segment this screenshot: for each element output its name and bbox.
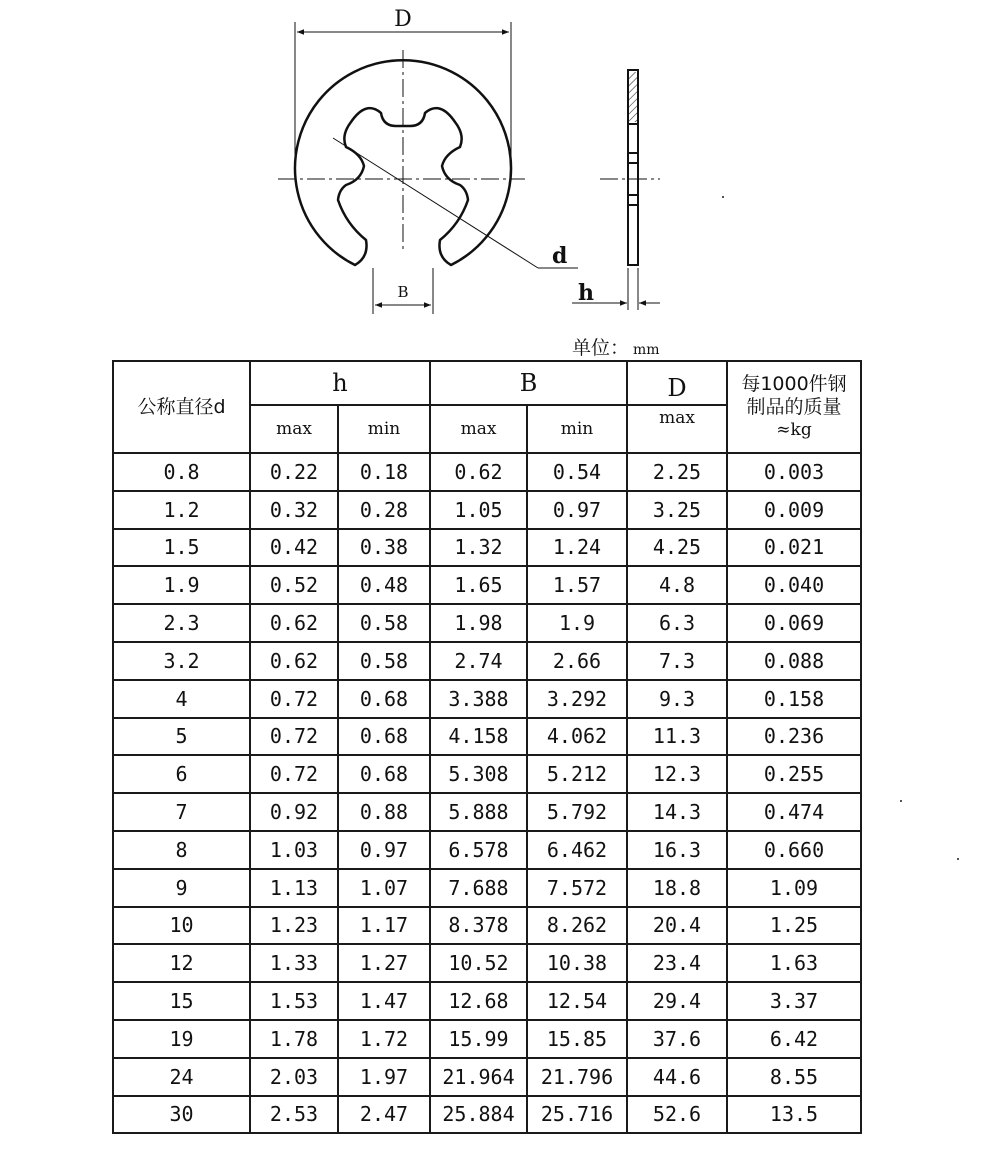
stray-dot xyxy=(900,800,902,802)
cell-h-max: 1.53 xyxy=(250,982,338,1020)
cell-mass: 1.63 xyxy=(727,944,861,982)
table-row xyxy=(113,680,861,718)
cell-B-min: 6.462 xyxy=(527,831,627,869)
cell-B-max: 2.74 xyxy=(430,642,527,680)
cell-D-max: 12.3 xyxy=(627,755,727,793)
cell-nominal-d: 1.2 xyxy=(113,491,250,529)
table-row xyxy=(113,907,861,945)
cell-B-max: 12.68 xyxy=(430,982,527,1020)
cell-h-min: 0.68 xyxy=(338,755,430,793)
table-row xyxy=(113,718,861,756)
e-clip-technical-drawing xyxy=(0,0,1000,340)
cell-B-min: 3.292 xyxy=(527,680,627,718)
header-mass-line1: 每1000件钢 xyxy=(741,372,847,395)
cell-h-min: 0.68 xyxy=(338,718,430,756)
cell-h-min: 0.58 xyxy=(338,642,430,680)
cell-nominal-d: 7 xyxy=(113,793,250,831)
cell-D-max: 3.25 xyxy=(627,491,727,529)
cell-h-min: 0.18 xyxy=(338,453,430,491)
cell-D-max: 7.3 xyxy=(627,642,727,680)
header-B-min: min xyxy=(527,405,627,453)
cell-mass: 0.003 xyxy=(727,453,861,491)
cell-D-max: 14.3 xyxy=(627,793,727,831)
cell-B-max: 21.964 xyxy=(430,1058,527,1096)
cell-h-max: 2.03 xyxy=(250,1058,338,1096)
cell-mass: 0.088 xyxy=(727,642,861,680)
cell-B-max: 7.688 xyxy=(430,869,527,907)
cell-B-max: 15.99 xyxy=(430,1020,527,1058)
header-D: D xyxy=(627,361,727,405)
cell-mass: 13.5 xyxy=(727,1096,861,1134)
cell-mass: 0.069 xyxy=(727,604,861,642)
cell-h-max: 1.33 xyxy=(250,944,338,982)
cell-mass: 0.021 xyxy=(727,529,861,567)
cell-B-max: 25.884 xyxy=(430,1096,527,1134)
table-row xyxy=(113,831,861,869)
cell-h-max: 0.72 xyxy=(250,680,338,718)
dimension-label-h: h xyxy=(578,280,594,306)
cell-B-min: 2.66 xyxy=(527,642,627,680)
cell-nominal-d: 2.3 xyxy=(113,604,250,642)
cell-h-min: 0.68 xyxy=(338,680,430,718)
cell-B-max: 4.158 xyxy=(430,718,527,756)
header-h: h xyxy=(250,361,430,405)
cell-h-max: 0.52 xyxy=(250,566,338,604)
e-clip-spec-table xyxy=(112,360,862,1134)
cell-D-max: 4.25 xyxy=(627,529,727,567)
cell-mass: 0.255 xyxy=(727,755,861,793)
cell-h-max: 0.62 xyxy=(250,604,338,642)
cell-nominal-d: 5 xyxy=(113,718,250,756)
table-row xyxy=(113,642,861,680)
cell-D-max: 2.25 xyxy=(627,453,727,491)
table-row xyxy=(113,529,861,567)
cell-h-min: 0.48 xyxy=(338,566,430,604)
table-row xyxy=(113,491,861,529)
header-D-max: max xyxy=(627,405,727,453)
cell-B-max: 1.98 xyxy=(430,604,527,642)
header-mass-per-1000 xyxy=(727,361,861,453)
cell-B-min: 8.262 xyxy=(527,907,627,945)
cell-mass: 0.660 xyxy=(727,831,861,869)
cell-D-max: 44.6 xyxy=(627,1058,727,1096)
cell-D-max: 18.8 xyxy=(627,869,727,907)
cell-mass: 3.37 xyxy=(727,982,861,1020)
cell-h-min: 1.97 xyxy=(338,1058,430,1096)
cell-B-max: 10.52 xyxy=(430,944,527,982)
unit-value: mm xyxy=(633,342,660,358)
cell-B-max: 5.308 xyxy=(430,755,527,793)
header-B-max: max xyxy=(430,405,527,453)
center-lines xyxy=(278,50,660,250)
table-row xyxy=(113,869,861,907)
header-mass-line3: ≈kg xyxy=(776,420,812,441)
header-nominal-diameter: 公称直径d xyxy=(113,361,250,453)
cell-h-max: 0.72 xyxy=(250,718,338,756)
cell-D-max: 37.6 xyxy=(627,1020,727,1058)
cell-h-max: 0.92 xyxy=(250,793,338,831)
table-row xyxy=(113,566,861,604)
cell-D-max: 23.4 xyxy=(627,944,727,982)
cell-mass: 0.158 xyxy=(727,680,861,718)
cell-B-max: 0.62 xyxy=(430,453,527,491)
cell-h-max: 0.42 xyxy=(250,529,338,567)
cell-mass: 6.42 xyxy=(727,1020,861,1058)
cell-B-min: 1.57 xyxy=(527,566,627,604)
dimension-label-B: B xyxy=(397,283,409,301)
cell-mass: 0.040 xyxy=(727,566,861,604)
table-row xyxy=(113,1096,861,1134)
cell-B-max: 5.888 xyxy=(430,793,527,831)
cell-nominal-d: 8 xyxy=(113,831,250,869)
cell-D-max: 4.8 xyxy=(627,566,727,604)
header-B: B xyxy=(430,361,627,405)
unit-label: 单位： xyxy=(572,337,630,359)
header-h-max: max xyxy=(250,405,338,453)
cell-B-max: 3.388 xyxy=(430,680,527,718)
header-mass-line2: 制品的质量 xyxy=(746,396,842,419)
cell-nominal-d: 3.2 xyxy=(113,642,250,680)
dimension-label-d: d xyxy=(552,243,568,269)
cell-B-max: 6.578 xyxy=(430,831,527,869)
cell-D-max: 9.3 xyxy=(627,680,727,718)
cell-h-min: 0.28 xyxy=(338,491,430,529)
cell-h-min: 0.38 xyxy=(338,529,430,567)
cell-nominal-d: 24 xyxy=(113,1058,250,1096)
cell-B-max: 8.378 xyxy=(430,907,527,945)
table-row xyxy=(113,1020,861,1058)
cell-nominal-d: 9 xyxy=(113,869,250,907)
cell-h-max: 0.22 xyxy=(250,453,338,491)
cell-B-min: 10.38 xyxy=(527,944,627,982)
cell-mass: 0.474 xyxy=(727,793,861,831)
table-row xyxy=(113,944,861,982)
cell-h-max: 2.53 xyxy=(250,1096,338,1134)
cell-mass: 8.55 xyxy=(727,1058,861,1096)
cell-B-min: 7.572 xyxy=(527,869,627,907)
cell-nominal-d: 10 xyxy=(113,907,250,945)
cell-nominal-d: 12 xyxy=(113,944,250,982)
cell-nominal-d: 30 xyxy=(113,1096,250,1134)
cell-B-min: 0.54 xyxy=(527,453,627,491)
cell-nominal-d: 0.8 xyxy=(113,453,250,491)
cell-h-max: 1.13 xyxy=(250,869,338,907)
cell-mass: 0.236 xyxy=(727,718,861,756)
stray-dot xyxy=(957,858,959,860)
cell-h-min: 1.47 xyxy=(338,982,430,1020)
cell-h-min: 1.27 xyxy=(338,944,430,982)
cell-mass: 1.25 xyxy=(727,907,861,945)
cell-B-min: 12.54 xyxy=(527,982,627,1020)
cell-h-max: 1.03 xyxy=(250,831,338,869)
cell-D-max: 11.3 xyxy=(627,718,727,756)
dimension-D xyxy=(295,22,511,179)
cell-h-max: 0.72 xyxy=(250,755,338,793)
cell-h-min: 0.58 xyxy=(338,604,430,642)
header-h-min: min xyxy=(338,405,430,453)
table-row xyxy=(113,1058,861,1096)
cell-B-min: 15.85 xyxy=(527,1020,627,1058)
table-row xyxy=(113,982,861,1020)
stray-dot xyxy=(722,196,724,198)
cell-h-min: 1.07 xyxy=(338,869,430,907)
cell-h-min: 2.47 xyxy=(338,1096,430,1134)
cell-mass: 1.09 xyxy=(727,869,861,907)
cell-h-min: 0.97 xyxy=(338,831,430,869)
cell-B-min: 25.716 xyxy=(527,1096,627,1134)
cell-B-max: 1.05 xyxy=(430,491,527,529)
table-row xyxy=(113,793,861,831)
cell-h-max: 1.23 xyxy=(250,907,338,945)
cell-h-max: 1.78 xyxy=(250,1020,338,1058)
cell-B-max: 1.65 xyxy=(430,566,527,604)
cell-B-min: 4.062 xyxy=(527,718,627,756)
cell-B-max: 1.32 xyxy=(430,529,527,567)
cell-h-min: 1.17 xyxy=(338,907,430,945)
cell-B-min: 1.9 xyxy=(527,604,627,642)
cell-nominal-d: 6 xyxy=(113,755,250,793)
cell-nominal-d: 4 xyxy=(113,680,250,718)
cell-B-min: 0.97 xyxy=(527,491,627,529)
cell-h-min: 1.72 xyxy=(338,1020,430,1058)
cell-nominal-d: 1.5 xyxy=(113,529,250,567)
cell-nominal-d: 1.9 xyxy=(113,566,250,604)
cell-D-max: 6.3 xyxy=(627,604,727,642)
cell-mass: 0.009 xyxy=(727,491,861,529)
cell-B-min: 21.796 xyxy=(527,1058,627,1096)
cell-B-min: 1.24 xyxy=(527,529,627,567)
cell-nominal-d: 15 xyxy=(113,982,250,1020)
cell-D-max: 52.6 xyxy=(627,1096,727,1134)
table-row xyxy=(113,604,861,642)
dimension-label-D: D xyxy=(394,7,412,32)
cell-B-min: 5.792 xyxy=(527,793,627,831)
unit-note xyxy=(572,333,660,360)
cell-nominal-d: 19 xyxy=(113,1020,250,1058)
table-row xyxy=(113,453,861,491)
cell-h-max: 0.62 xyxy=(250,642,338,680)
cell-h-max: 0.32 xyxy=(250,491,338,529)
dimension-d-leader xyxy=(333,138,578,268)
cell-B-min: 5.212 xyxy=(527,755,627,793)
cell-D-max: 16.3 xyxy=(627,831,727,869)
cell-D-max: 29.4 xyxy=(627,982,727,1020)
cell-D-max: 20.4 xyxy=(627,907,727,945)
cell-h-min: 0.88 xyxy=(338,793,430,831)
table-row xyxy=(113,755,861,793)
e-clip-side-view xyxy=(628,70,638,265)
